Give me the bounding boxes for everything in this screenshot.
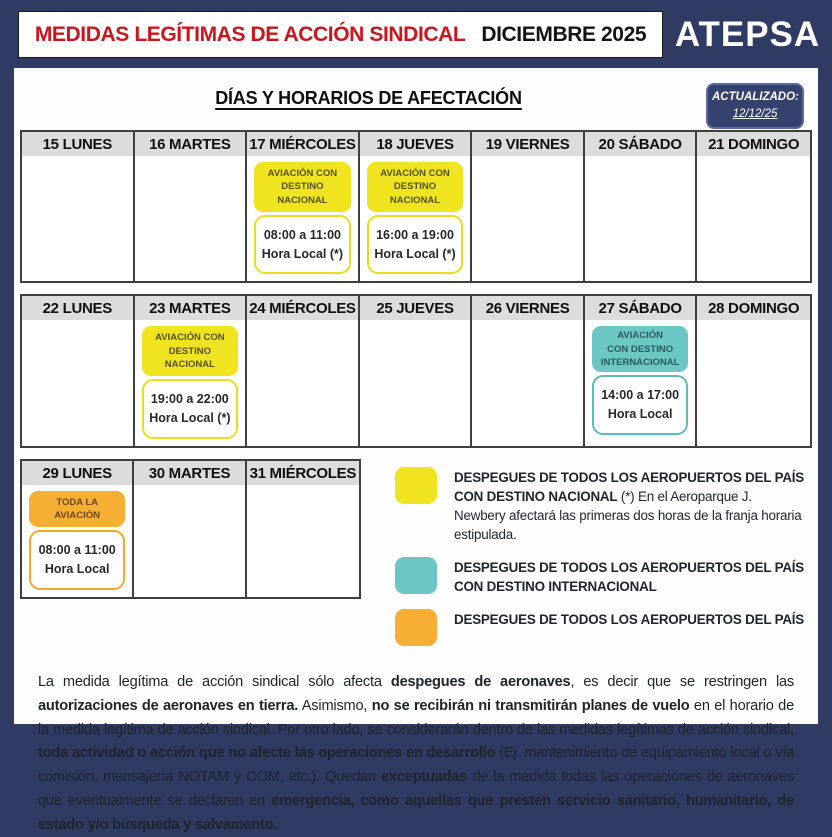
- calendar-row: [20, 294, 812, 447]
- calendar-weeks: [14, 130, 818, 448]
- atepsa-logo: ATEPSA: [674, 14, 821, 54]
- panel-header: [14, 68, 818, 130]
- legend-label: [454, 557, 806, 596]
- day-header: 22 LUNES: [22, 296, 133, 320]
- calendar-day: [472, 296, 585, 445]
- event-time-range: 08:00 a 11:00: [38, 543, 116, 558]
- day-header: 30 MARTES: [134, 461, 244, 485]
- event-tag: [367, 162, 464, 212]
- legend-label: [454, 609, 804, 629]
- calendar-day: [247, 461, 359, 597]
- footer-segment: (Ej. mantenimiento de equipamiento local o vía comisión, mensajería NOTAM y COM, etc.). Quedan: [38, 745, 794, 786]
- day-header: 31 MIÉRCOLES: [247, 461, 359, 485]
- event-time-note: Hora Local: [607, 407, 673, 422]
- legend-label-bold: DESPEGUES DE TODOS LOS AEROPUERTOS DEL PAÍS CON DESTINO INTERNACIONAL: [454, 559, 805, 594]
- calendar-day: [360, 296, 473, 445]
- event-time: [29, 530, 125, 590]
- updated-label: ACTUALIZADO:: [712, 91, 799, 103]
- event-tag-line: CON DESTINO: [607, 343, 674, 355]
- calendar-row: [20, 459, 361, 599]
- footer-segment: toda actividad o acción que no afecte las operaciones en desarrollo: [38, 745, 496, 762]
- day-header: 20 SÁBADO: [585, 132, 696, 156]
- calendar-day: [585, 296, 698, 445]
- legend: [361, 459, 812, 659]
- event-time: [142, 379, 239, 439]
- day-header: 24 MIÉRCOLES: [247, 296, 358, 320]
- calendar-day: [135, 296, 248, 445]
- day-header: 17 MIÉRCOLES: [247, 132, 358, 156]
- event-tag-line: DESTINO NACIONAL: [389, 181, 441, 206]
- event-time-note: Hora Local (*): [149, 411, 231, 426]
- event-tag: [29, 491, 125, 528]
- bottom-section: [20, 459, 812, 659]
- legend-label-bold: DESPEGUES DE TODOS LOS AEROPUERTOS DEL PAÍS: [454, 611, 805, 627]
- header-month: DICIEMBRE 2025: [481, 22, 647, 46]
- updated-date: 12/12/25: [732, 107, 778, 120]
- event-tag-line: DESTINO NACIONAL: [164, 345, 215, 370]
- legend-item: [395, 467, 806, 544]
- footer-segment: , es decir que se restringen las: [570, 673, 795, 690]
- day-body: [135, 320, 246, 445]
- event-tag-line: DESTINO NACIONAL: [277, 181, 328, 206]
- event-tag-line: AVIACIÓN CON: [380, 168, 450, 179]
- day-body: [697, 320, 810, 445]
- day-body: [22, 485, 132, 597]
- calendar-day: [360, 132, 473, 281]
- day-body: [135, 156, 246, 281]
- event-time-note: Hora Local (*): [261, 246, 344, 261]
- day-header: 25 JUEVES: [360, 296, 471, 320]
- day-header: 18 JUEVES: [360, 132, 471, 156]
- header-titlebar: [18, 11, 663, 58]
- day-body: [360, 156, 471, 281]
- event-time-note: Hora Local: [44, 562, 110, 577]
- day-header: 28 DOMINGO: [697, 296, 810, 320]
- footer-segment: despegues de aeronaves: [390, 673, 571, 690]
- calendar-day: [135, 132, 248, 281]
- day-body: [247, 320, 358, 445]
- day-body: [472, 320, 583, 445]
- footer-segment: emergencia, como aquellas que presten servicio sanitario, humanitario, de estado y/o búsqueda y salvamento.: [38, 792, 794, 833]
- legend-label: [454, 467, 806, 544]
- event-tag-line: AVIACIÓN CON: [155, 332, 225, 344]
- day-body: [247, 485, 359, 597]
- event-time-range: 08:00 a 11:00: [263, 227, 341, 242]
- footer-segment: no se recibirán ni transmitirán planes de vuelo: [371, 697, 690, 714]
- day-header: 27 SÁBADO: [585, 296, 696, 320]
- footer-segment: La medida legítima de acción sindical sólo afecta: [38, 673, 391, 690]
- event-time-range: 16:00 a 19:00: [376, 227, 454, 242]
- calendar-row: [20, 130, 812, 283]
- event-time-range: 14:00 a 17:00: [601, 388, 680, 403]
- page-title: DÍAS Y HORARIOS DE AFECTACIÓN: [215, 88, 522, 108]
- calendar-day: [585, 132, 698, 281]
- event-tag: [142, 326, 239, 376]
- event-tag-line: AVIACIÓN CON: [267, 168, 338, 179]
- footer-note: [38, 671, 794, 837]
- international-color-swatch: [395, 557, 437, 594]
- event-time-range: 19:00 a 22:00: [150, 392, 229, 407]
- footer-segment: de la medida todas las operaciones de aeronaves que eventualmente se declaren en: [38, 769, 795, 809]
- calendar-day: [247, 296, 360, 445]
- event-time: [367, 215, 464, 275]
- calendar-day: [22, 132, 135, 281]
- legend-label-bold: DESPEGUES DE TODOS LOS AEROPUERTOS DEL PAÍS CON DESTINO NACIONAL: [454, 469, 805, 504]
- calendar-day: [22, 461, 134, 597]
- day-body: [22, 156, 133, 281]
- legend-label-note: (*) En el Aeroparque J. Newbery afectará las primeras dos horas de la franja horaria estipulada.: [454, 488, 802, 542]
- updated-badge: [706, 83, 804, 129]
- footer-segment: autorizaciones de aeronaves en tierra.: [38, 697, 299, 714]
- content-panel: [14, 68, 818, 833]
- event-tag: [592, 326, 689, 372]
- event-tag-line: INTERNACIONAL: [600, 356, 680, 368]
- event-time: [592, 375, 689, 435]
- header-title: MEDIDAS LEGÍTIMAS DE ACCIÓN SINDICAL: [34, 22, 466, 46]
- day-header: 16 MARTES: [135, 132, 246, 156]
- calendar-day: [697, 132, 810, 281]
- day-header: 23 MARTES: [135, 296, 246, 320]
- day-body: [360, 320, 471, 445]
- footer-segment: en el horario de la medida legítima de acción sindical. Por otro lado, se considerarán dentro de las medidas legítimas de acción sindical,: [38, 697, 794, 738]
- calendar-day: [22, 296, 135, 445]
- day-header: 21 DOMINGO: [697, 132, 810, 156]
- national-color-swatch: [395, 467, 437, 504]
- day-header: 26 VIERNES: [472, 296, 583, 320]
- all-color-swatch: [395, 609, 437, 646]
- calendar-day: [472, 132, 585, 281]
- day-body: [247, 156, 358, 281]
- day-body: [697, 156, 810, 281]
- legend-item: [395, 557, 806, 596]
- event-tag-line: TODA LA: [56, 496, 99, 508]
- footer-segment: Asimismo,: [298, 697, 372, 714]
- footer-segment: exceptuadas: [380, 769, 468, 786]
- calendar-day: [134, 461, 246, 597]
- event-tag: [254, 162, 351, 212]
- event-time: [254, 215, 351, 275]
- day-header: 19 VIERNES: [472, 132, 583, 156]
- day-body: [22, 320, 133, 445]
- day-body: [472, 156, 583, 281]
- calendar-day: [697, 296, 810, 445]
- event-tag-line: AVIACIÓN: [54, 510, 101, 522]
- day-body: [134, 485, 244, 597]
- event-time-note: Hora Local (*): [374, 246, 456, 261]
- day-header: 29 LUNES: [22, 461, 132, 485]
- day-body: [585, 156, 696, 281]
- legend-item: [395, 609, 806, 646]
- calendar-day: [247, 132, 360, 281]
- event-tag-line: AVIACIÓN: [617, 330, 663, 342]
- day-header: 15 LUNES: [22, 132, 133, 156]
- day-body: [585, 320, 696, 445]
